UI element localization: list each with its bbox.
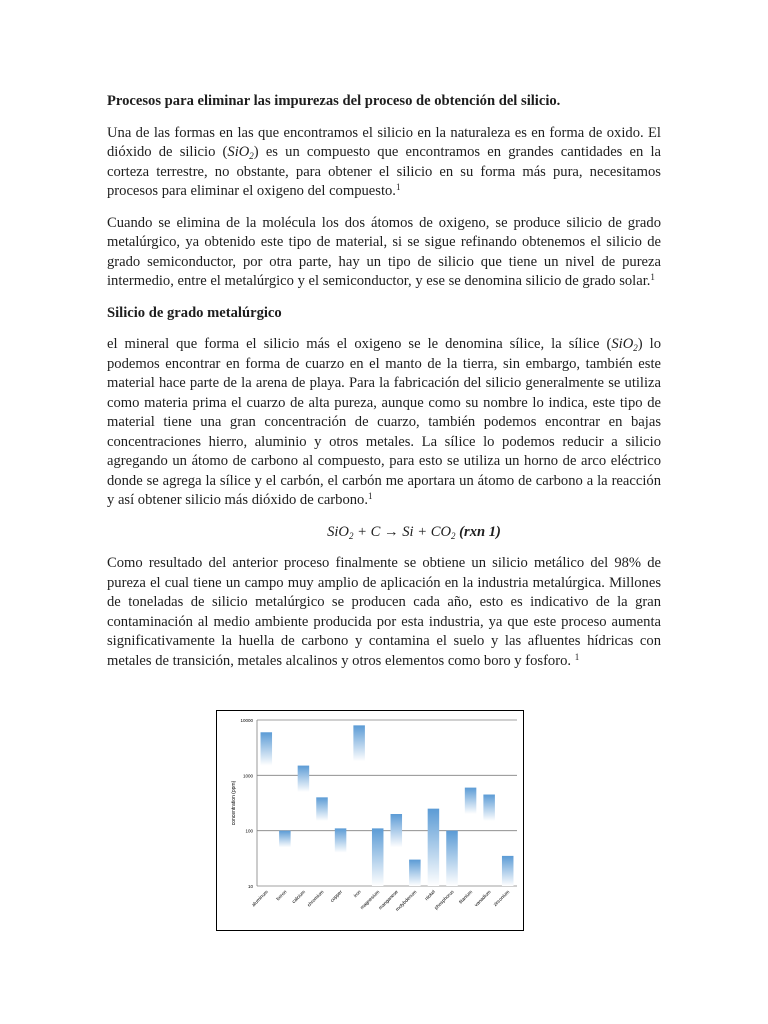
paragraph-4-text: Como resultado del anterior proceso finalmente se obtiene un silicio metálico del 98% de pureza el cual tiene un campo muy amplio de aplicación en la industria metalúrgica. Millones de toneladas de silicio metalúrgico se producen cada año, esto es indicativo de la gran contaminación al medio ambiente producida por esta industria, ya que este proceso aumenta significativamente la huella de carbono y contamina el suelo y las afluentes hídricas con metales de transición, metales alcalinos y otros elementos como boro y fosforo. — [107, 555, 661, 669]
category-label: zirconium — [493, 889, 512, 908]
paragraph-3-text-a: el mineral que forma el silicio más el oxigeno se le denomina sílice, la sílice ( — [107, 336, 612, 352]
sio2-formula: SiO$_2$ — [611, 336, 638, 353]
bar-phosphorus — [446, 831, 458, 886]
section-heading: Silicio de grado metalúrgico — [107, 304, 282, 321]
category-label: nickel — [424, 889, 437, 903]
category-label: titanium — [458, 889, 474, 906]
bar-aluminum — [261, 732, 273, 765]
footnote-ref: 1 — [395, 182, 401, 192]
paragraph-3 — [107, 335, 661, 511]
reaction-label: (rxn 1) — [455, 523, 501, 540]
category-label: calcium — [291, 889, 307, 905]
bar-chromium — [316, 797, 328, 821]
document-body — [107, 92, 661, 671]
category-label: vanadium — [474, 889, 493, 909]
bar-titanium — [465, 788, 477, 814]
sio2-formula: SiO$_2$ — [227, 144, 254, 161]
bar-manganese — [391, 814, 403, 847]
bar-zirconium — [502, 856, 514, 886]
category-label: molybdenum — [395, 889, 419, 913]
footnote-ref: 1 — [650, 272, 655, 282]
paragraph-1-text-b: ) es un compuesto que encontramos en grandes cantidades en la corteza terrestre, no obstante, para obtener el silicio en su forma más pura, necesitamos procesos para eliminar el oxigeno del compuesto. — [107, 144, 661, 199]
bar-boron — [279, 831, 291, 848]
y-tick-label: 1000 — [242, 773, 253, 779]
bar-vanadium — [483, 795, 495, 821]
footnote-ref: 1 — [368, 491, 373, 501]
footnote-ref: 1 — [574, 651, 580, 662]
bar-magnesium — [372, 828, 384, 886]
paragraph-1 — [107, 124, 661, 202]
category-label: phosphorus — [434, 889, 456, 912]
reaction-formula: $SiO_2 + C \to Si + CO_2$ (rxn 1) — [327, 523, 501, 541]
category-label: copper — [330, 889, 344, 904]
category-label: aluminum — [251, 889, 270, 909]
bar-calcium — [298, 766, 310, 792]
category-label: manganese — [378, 889, 400, 912]
bar-molybdenum — [409, 860, 421, 886]
bar-copper — [335, 828, 347, 852]
category-label: iron — [353, 889, 363, 900]
chart-svg — [217, 711, 523, 930]
bar-iron — [353, 725, 365, 761]
paragraph-3-text-b: ) lo podemos encontrar en forma de cuarzo en el manto de la tierra, sin embargo, también este material hace parte de la arena de playa. Para la fabricación del silicio generalmente se utiliza como materia prima el cuarzo de alta pureza, aunque como su nombre lo indica, este tipo de material tiene una gran concentración de cuarzo, también podemos encontrar en bajas concentraciones hierro, aluminio y otros metales. La sílice lo podemos reducir a silicio agregando un átomo de carbono al compuesto, para esto se utiliza un horno de arco eléctrico donde se agrega la sílice y el carbón, el carbón me aportara un átomo de carbono a la reacción y así obtener silicio más dióxido de carbono. — [107, 336, 661, 508]
y-tick-label: 10 — [247, 884, 253, 889]
paragraph-1-text-a: Una de las formas en las que encontramos el silicio en la naturaleza es en forma de oxido. El dióxido de silicio ( — [107, 124, 661, 160]
paragraph-2 — [107, 214, 661, 292]
category-label: boron — [276, 889, 289, 903]
bar-nickel — [428, 809, 440, 886]
y-tick-label: 10000 — [240, 718, 253, 723]
main-heading: Procesos para eliminar las impurezas del proceso de obtención del silicio. — [107, 93, 561, 109]
category-label: magnesium — [360, 889, 382, 911]
paragraph-2-text: Cuando se elimina de la molécula los dos átomos de oxigeno, se produce silicio de grado metalúrgico, ya obtenido este tipo de material, si se sigue refinando obtenemos el silicio de grado semiconductor, por otra parte, hay un tipo de silicio que tiene un nivel de pureza intermedio, entre el metalúrgico y el semiconductor, y ese se denomina silicio de grado solar. — [107, 214, 661, 289]
category-label: chromium — [306, 889, 326, 909]
y-tick-label: 100 — [245, 828, 253, 834]
impurity-concentration-chart — [216, 710, 524, 931]
paragraph-4 — [107, 554, 661, 671]
y-axis-label: concentration (ppm) — [231, 780, 237, 826]
